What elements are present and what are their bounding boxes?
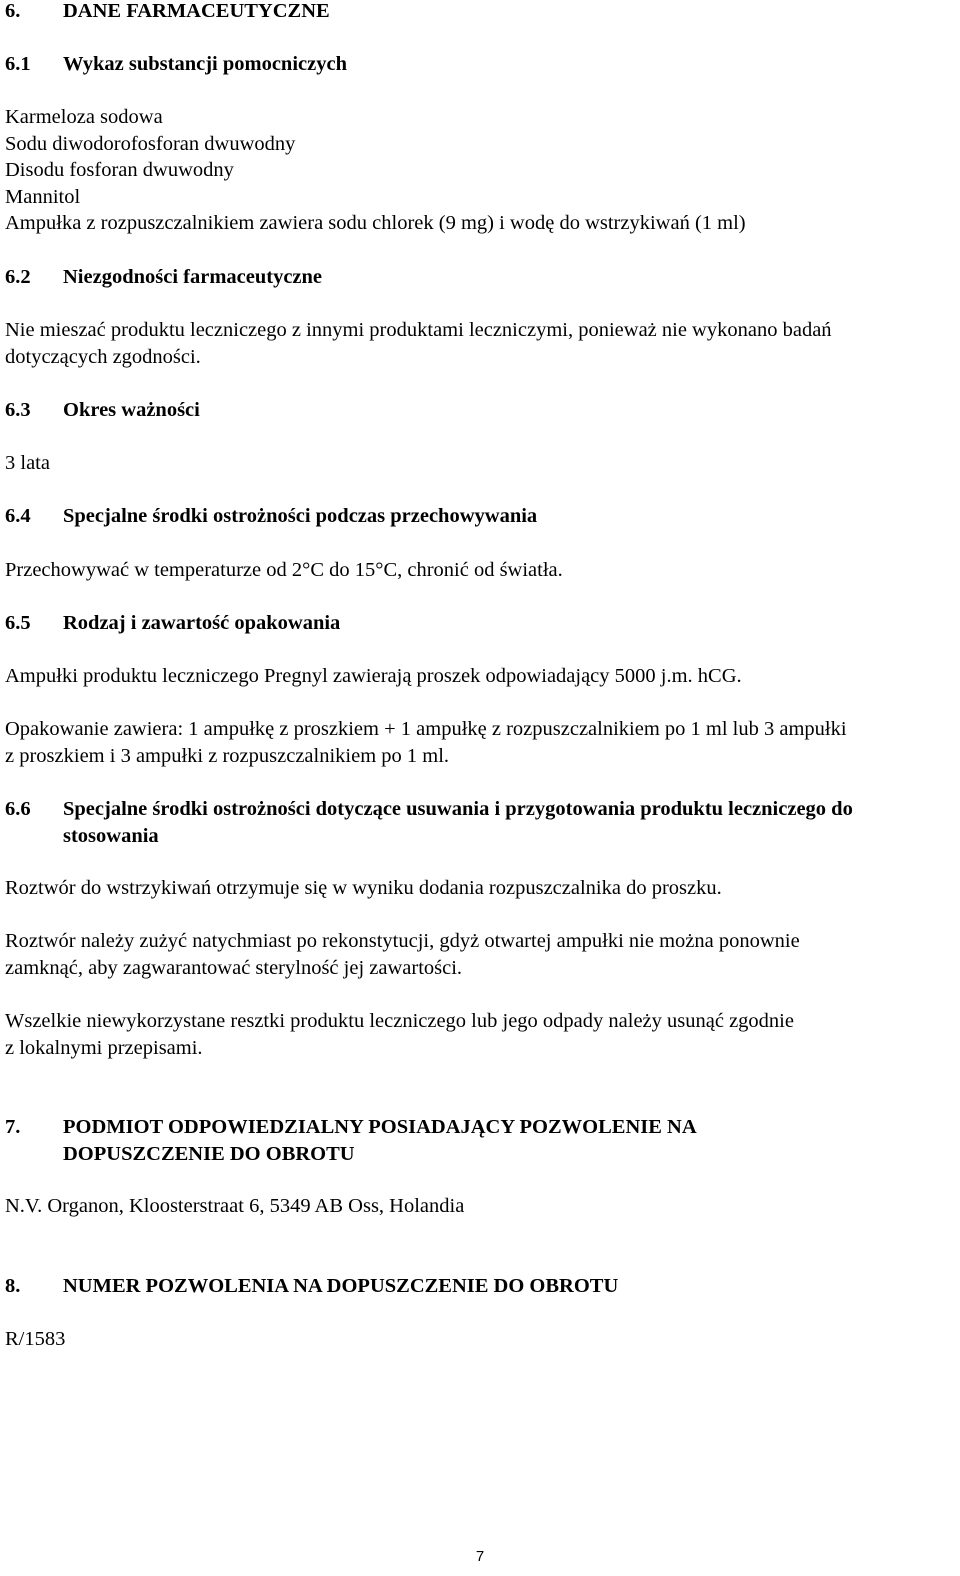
storage-text: Przechowywać w temperaturze od 2°C do 15°C, chronić od światła.: [5, 559, 563, 581]
section-title: Niezgodności farmaceutyczne: [63, 266, 323, 288]
section-title: [63, 796, 955, 849]
excipient-item: Disodu fosforan dwuwodny: [5, 159, 234, 181]
section-8-heading: [5, 1273, 955, 1300]
paragraph-line: z proszkiem i 3 ampułki z rozpuszczalnikiem po 1 ml.: [5, 744, 450, 767]
section-title: [63, 1114, 955, 1167]
paragraph-line: Wszelkie niewykorzystane resztki produktu leczniczego lub jego odpady należy usunąć zgodnie: [5, 1010, 794, 1032]
packaging-paragraph-1: Ampułki produktu leczniczego Pregnyl zawierają proszek odpowiadający 5000 j.m. hCG.: [5, 665, 742, 687]
section-number: 6.3: [5, 399, 31, 421]
section-number: 6.1: [5, 53, 31, 75]
section-6-6-heading: [5, 796, 955, 849]
section-6-2-heading: [5, 264, 955, 291]
section-6-4-heading: [5, 503, 955, 530]
packaging-paragraph-2: [5, 716, 955, 769]
section-number: 6.: [5, 0, 21, 22]
section-number: 8.: [5, 1275, 21, 1297]
excipient-item: Karmeloza sodowa: [5, 106, 163, 128]
authorisation-number: R/1583: [5, 1328, 66, 1350]
incompatibilities-paragraph: [5, 317, 955, 370]
title-line: Specjalne środki ostrożności dotyczące usuwania i przygotowania produktu leczniczego do: [63, 798, 853, 820]
marketing-authorisation-holder: N.V. Organon, Kloosterstraat 6, 5349 AB Oss, Holandia: [5, 1195, 465, 1217]
section-number: 7.: [5, 1116, 21, 1138]
excipients-list: [5, 104, 955, 237]
section-title: NUMER POZWOLENIA NA DOPUSZCZENIE DO OBROTU: [63, 1275, 619, 1297]
paragraph-line: Nie mieszać produktu leczniczego z innymi produktami leczniczymi, ponieważ nie wykonano badań: [5, 319, 832, 341]
disposal-paragraph-1: Roztwór do wstrzykiwań otrzymuje się w wyniku dodania rozpuszczalnika do proszku.: [5, 877, 722, 899]
disposal-paragraph-2: [5, 928, 955, 981]
paragraph-line: zamknąć, aby zagwarantować sterylność jej zawartości.: [5, 956, 463, 979]
paragraph-line: dotyczących zgodności.: [5, 345, 201, 368]
section-number: 6.6: [5, 798, 31, 820]
paragraph-line: Opakowanie zawiera: 1 ampułkę z proszkiem + 1 ampułkę z rozpuszczalnikiem po 1 ml lub 3 ampułki: [5, 718, 847, 740]
excipient-item: Ampułka z rozpuszczalnikiem zawiera sodu chlorek (9 mg) i wodę do wstrzykiwań (1 ml): [5, 212, 746, 234]
section-title: Rodzaj i zawartość opakowania: [63, 612, 341, 634]
page-number: 7: [475, 1548, 485, 1565]
section-7-heading: [5, 1114, 955, 1167]
section-number: 6.2: [5, 266, 31, 288]
excipient-item: Mannitol: [5, 185, 81, 208]
section-6-1-heading: [5, 51, 955, 78]
section-title: Specjalne środki ostrożności podczas przechowywania: [63, 505, 538, 527]
section-title: DANE FARMACEUTYCZNE: [63, 0, 330, 22]
section-number: 6.4: [5, 505, 31, 527]
paragraph-line: Roztwór należy zużyć natychmiast po rekonstytucji, gdyż otwartej ampułki nie można ponownie: [5, 930, 800, 952]
paragraph-line: z lokalnymi przepisami.: [5, 1036, 203, 1059]
section-title: Okres ważności: [63, 399, 200, 421]
excipient-item: Sodu diwodorofosforan dwuwodny: [5, 132, 296, 155]
disposal-paragraph-3: [5, 1008, 955, 1061]
shelf-life-text: 3 lata: [5, 452, 50, 474]
title-line: PODMIOT ODPOWIEDZIALNY POSIADAJĄCY POZWOLENIE NA: [63, 1116, 697, 1138]
section-6-3-heading: [5, 397, 955, 424]
title-line: DOPUSZCZENIE DO OBROTU: [63, 1142, 355, 1165]
title-line: stosowania: [63, 824, 159, 847]
section-number: 6.5: [5, 612, 31, 634]
section-6-5-heading: [5, 610, 955, 637]
section-title: Wykaz substancji pomocniczych: [63, 53, 347, 75]
section-6-heading: [5, 0, 955, 25]
